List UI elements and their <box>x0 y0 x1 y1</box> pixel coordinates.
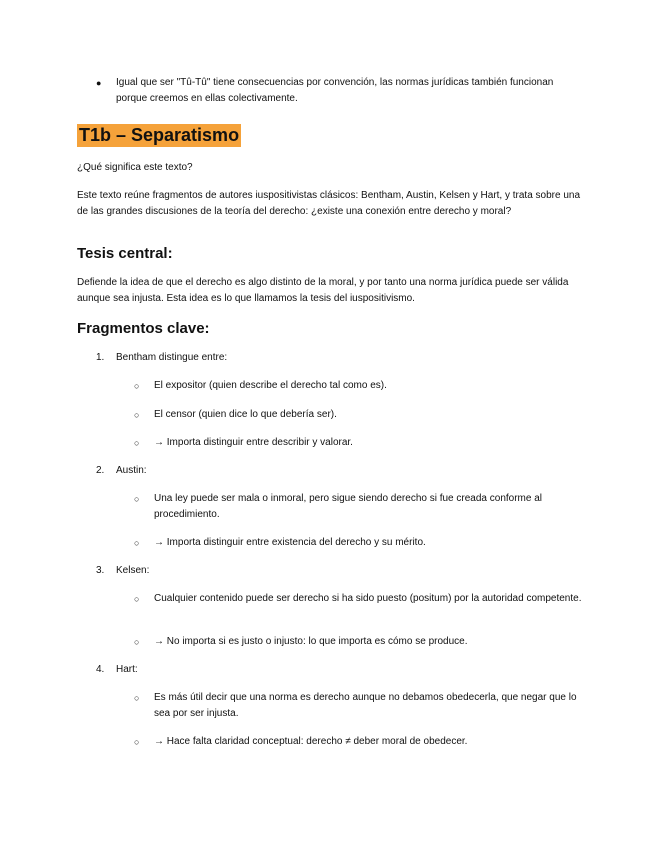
intro-paragraph: Este texto reúne fragmentos de autores iuspositivistas clásicos: Bentham, Austin, Kelsen y Hart, y trata sobre una de las grandes discusiones de la teoría del derecho: ¿existe una conexión entre derecho y moral? <box>77 190 581 217</box>
list-item <box>96 350 227 366</box>
bullet-text: Igual que ser "Tû-Tû" tiene consecuencias por convención, las normas jurídicas también funcionan porque creemos en ellas colectivamente. <box>116 77 554 104</box>
item-number: 3. <box>96 565 105 576</box>
item-number: 2. <box>96 465 105 476</box>
list-item <box>96 463 147 479</box>
circle-bullet-icon: ○ <box>134 381 140 391</box>
sub-item-text: → Importa distinguir entre existencia del derecho y su mérito. <box>154 537 426 548</box>
sub-list-item <box>134 690 584 722</box>
item-number: 4. <box>96 664 105 675</box>
sub-list-item <box>134 435 584 451</box>
circle-bullet-icon: ○ <box>134 538 140 548</box>
bullet-icon: ● <box>96 78 102 88</box>
circle-bullet-icon: ○ <box>134 410 140 420</box>
sub-list-item <box>134 535 584 551</box>
section-title: T1b – Separatismo <box>79 125 240 145</box>
fragmentos-heading: Fragmentos clave: <box>77 320 210 337</box>
sub-item-text: Una ley puede ser mala o inmoral, pero sigue siendo derecho si fue creada conforme al procedimiento. <box>154 493 542 520</box>
sub-item-text: Cualquier contenido puede ser derecho si ha sido puesto (positum) por la autoridad competente. <box>154 593 582 604</box>
circle-bullet-icon: ○ <box>134 594 140 604</box>
circle-bullet-icon: ○ <box>134 494 140 504</box>
sub-list-item <box>134 591 584 607</box>
tesis-heading: Tesis central: <box>77 245 173 262</box>
tesis-paragraph: Defiende la idea de que el derecho es algo distinto de la moral, y por tanto una norma jurídica puede ser válida aunque sea injusta. Esta idea es lo que llamamos la tesis del iuspositivismo. <box>77 277 569 304</box>
list-item <box>96 75 576 107</box>
sub-list-item <box>134 734 584 750</box>
circle-bullet-icon: ○ <box>134 737 140 747</box>
question-text: ¿Qué significa este texto? <box>77 162 193 173</box>
item-label: Kelsen: <box>116 565 150 576</box>
sub-list-item <box>134 378 584 394</box>
item-label: Austin: <box>116 465 147 476</box>
sub-item-text: → No importa si es justo o injusto: lo que importa es cómo se produce. <box>154 636 468 647</box>
sub-item-text: → Hace falta claridad conceptual: derecho ≠ deber moral de obedecer. <box>154 736 468 747</box>
sub-list-item <box>134 634 584 650</box>
item-number: 1. <box>96 352 105 363</box>
list-item <box>96 662 138 678</box>
list-item <box>96 563 149 579</box>
sub-list-item <box>134 491 584 523</box>
sub-item-text: El censor (quien dice lo que debería ser). <box>154 409 337 420</box>
sub-item-text: → Importa distinguir entre describir y valorar. <box>154 437 353 448</box>
item-label: Hart: <box>116 664 138 675</box>
sub-item-text: Es más útil decir que una norma es derecho aunque no debamos obedecerla, que negar que lo sea por ser injusta. <box>154 692 577 719</box>
circle-bullet-icon: ○ <box>134 438 140 448</box>
item-label: Bentham distingue entre: <box>116 352 228 363</box>
sub-item-text: El expositor (quien describe el derecho tal como es). <box>154 380 387 391</box>
circle-bullet-icon: ○ <box>134 637 140 647</box>
circle-bullet-icon: ○ <box>134 693 140 703</box>
sub-list-item <box>134 407 584 423</box>
